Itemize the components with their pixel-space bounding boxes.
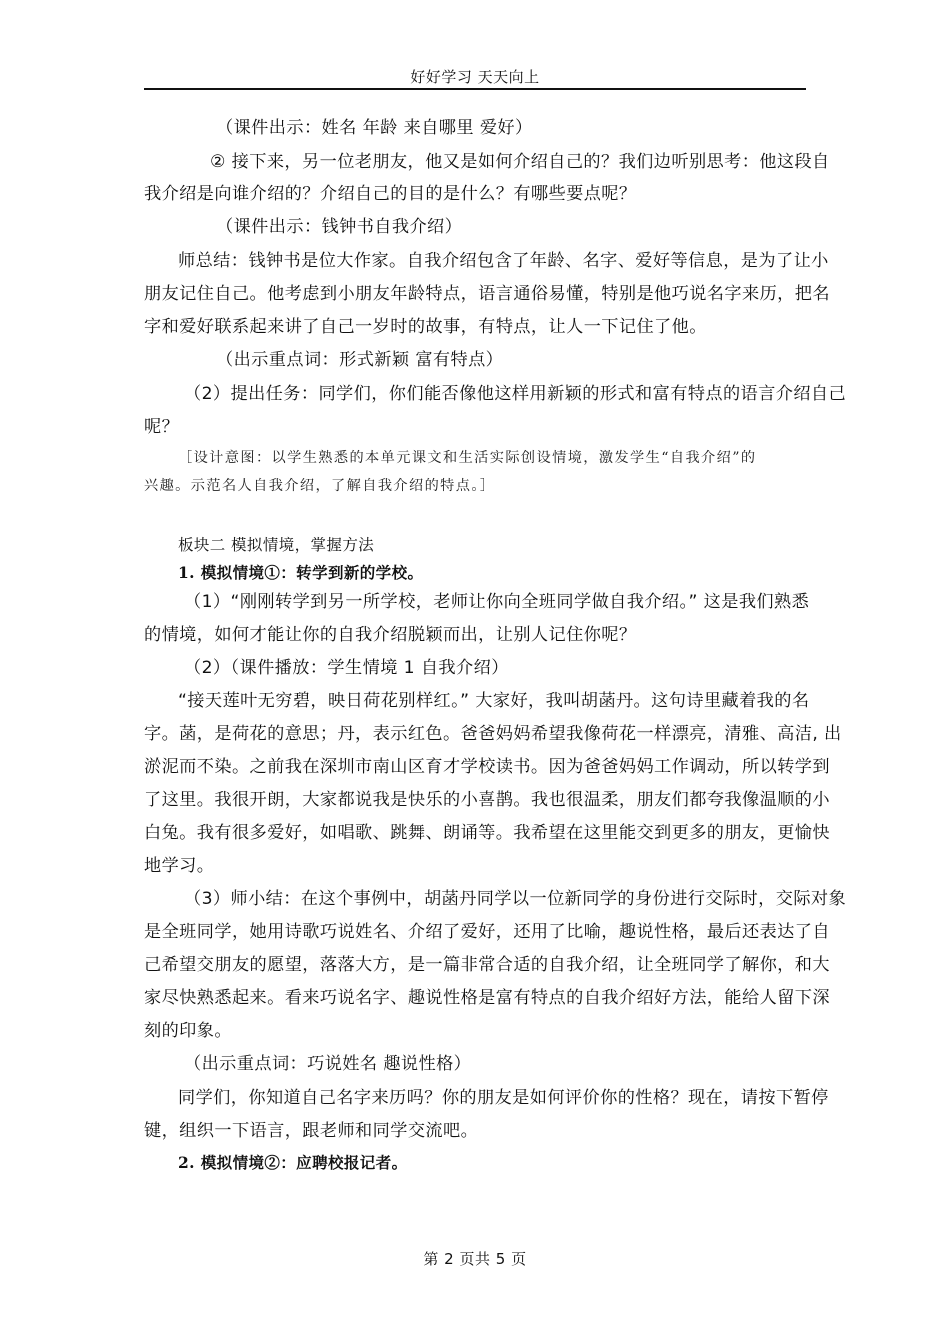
text-line: 白兔。我有很多爱好，如唱歌、跳舞、朗诵等。我希望在这里能交到更多的朋友，更愉快 xyxy=(144,823,830,843)
text-line: 字。菡，是荷花的意思；丹，表示红色。爸爸妈妈希望我像荷花一样漂亮，清雅、高洁, 出 xyxy=(144,724,842,744)
text-line: （1）“刚刚转学到另一所学校，老师让你向全班同学做自我介绍。” 这是我们熟悉 xyxy=(184,592,810,612)
text-line: （2）（课件播放：学生情境 1 自我介绍） xyxy=(184,658,509,678)
text-line: （2）提出任务：同学们，你们能否像他这样用新颖的形式和富有特点的语言介绍自己 xyxy=(184,384,847,404)
text-line: （3）师小结：在这个事例中，胡菡丹同学以一位新同学的身份进行交际时，交际对象 xyxy=(184,889,847,909)
text-line: 地学习。 xyxy=(144,856,215,876)
text-line: 刻的印象。 xyxy=(144,1021,232,1041)
text-line: （出示重点词：巧说姓名 趣说性格） xyxy=(184,1054,472,1074)
page-number: 第 2 页共 5 页 xyxy=(423,1250,527,1268)
text-line: 家尽快熟悉起来。看来巧说名字、趣说性格是富有特点的自我介绍好方法，能给人留下深 xyxy=(144,988,830,1008)
text-line: 字和爱好联系起来讲了自己一岁时的故事，有特点，让人一下记住了他。 xyxy=(144,317,707,337)
section-heading: 板块二 模拟情境，掌握方法 xyxy=(178,536,375,554)
header-divider xyxy=(144,88,806,90)
text-line: （课件出示：姓名 年龄 来自哪里 爱好） xyxy=(216,118,533,138)
text-line: “接天莲叶无穷碧，映日荷花别样红。” 大家好，我叫胡菡丹。这句诗里藏着我的名 xyxy=(178,691,810,711)
text-line: （出示重点词：形式新颖 富有特点） xyxy=(216,350,504,370)
text-line: 键，组织一下语言，跟老师和同学交流吧。 xyxy=(144,1121,479,1141)
text-line: （课件出示：钱钟书自我介绍） xyxy=(216,217,463,237)
text-line: 朋友记住自己。他考虑到小朋友年龄特点，语言通俗易懂，特别是他巧说名字来历，把名 xyxy=(144,284,830,304)
text-line: ② 接下来，另一位老朋友，他又是如何介绍自己的？我们边听别思考：他这段自 xyxy=(210,152,830,172)
text-line: 同学们，你知道自己名字来历吗？你的朋友是如何评价你的性格？现在，请按下暂停 xyxy=(178,1088,829,1108)
design-intent-line: 兴趣。示范名人自我介绍，了解自我介绍的特点。］ xyxy=(144,478,496,494)
design-intent-line: ［设计意图：以学生熟悉的本单元课文和生活实际创设情境，激发学生“自我介绍”的 xyxy=(178,450,757,466)
subsection-heading: 1. 模拟情境①：转学到新的学校。 xyxy=(178,563,424,582)
subsection-heading: 2. 模拟情境②：应聘校报记者。 xyxy=(178,1153,408,1172)
text-line: 我介绍是向谁介绍的？介绍自己的目的是什么？有哪些要点呢？ xyxy=(144,184,637,204)
text-line: 呢？ xyxy=(144,417,180,437)
text-line: 己希望交朋友的愿望，落落大方，是一篇非常合适的自我介绍，让全班同学了解你，和大 xyxy=(144,955,830,975)
text-line: 的情境，如何才能让你的自我介绍脱颖而出，让别人记住你呢？ xyxy=(144,625,637,645)
page-header-title: 好好学习 天天向上 xyxy=(410,68,540,86)
text-line: 师总结：钱钟书是位大作家。自我介绍包含了年龄、名字、爱好等信息，是为了让小 xyxy=(178,251,829,271)
text-line: 了这里。我很开朗，大家都说我是快乐的小喜鹊。我也很温柔，朋友们都夸我像温顺的小 xyxy=(144,790,830,810)
text-line: 淤泥而不染。之前我在深圳市南山区育才学校读书。因为爸爸妈妈工作调动，所以转学到 xyxy=(144,757,830,777)
text-line: 是全班同学，她用诗歌巧说姓名、介绍了爱好，还用了比喻，趣说性格，最后还表达了自 xyxy=(144,922,830,942)
